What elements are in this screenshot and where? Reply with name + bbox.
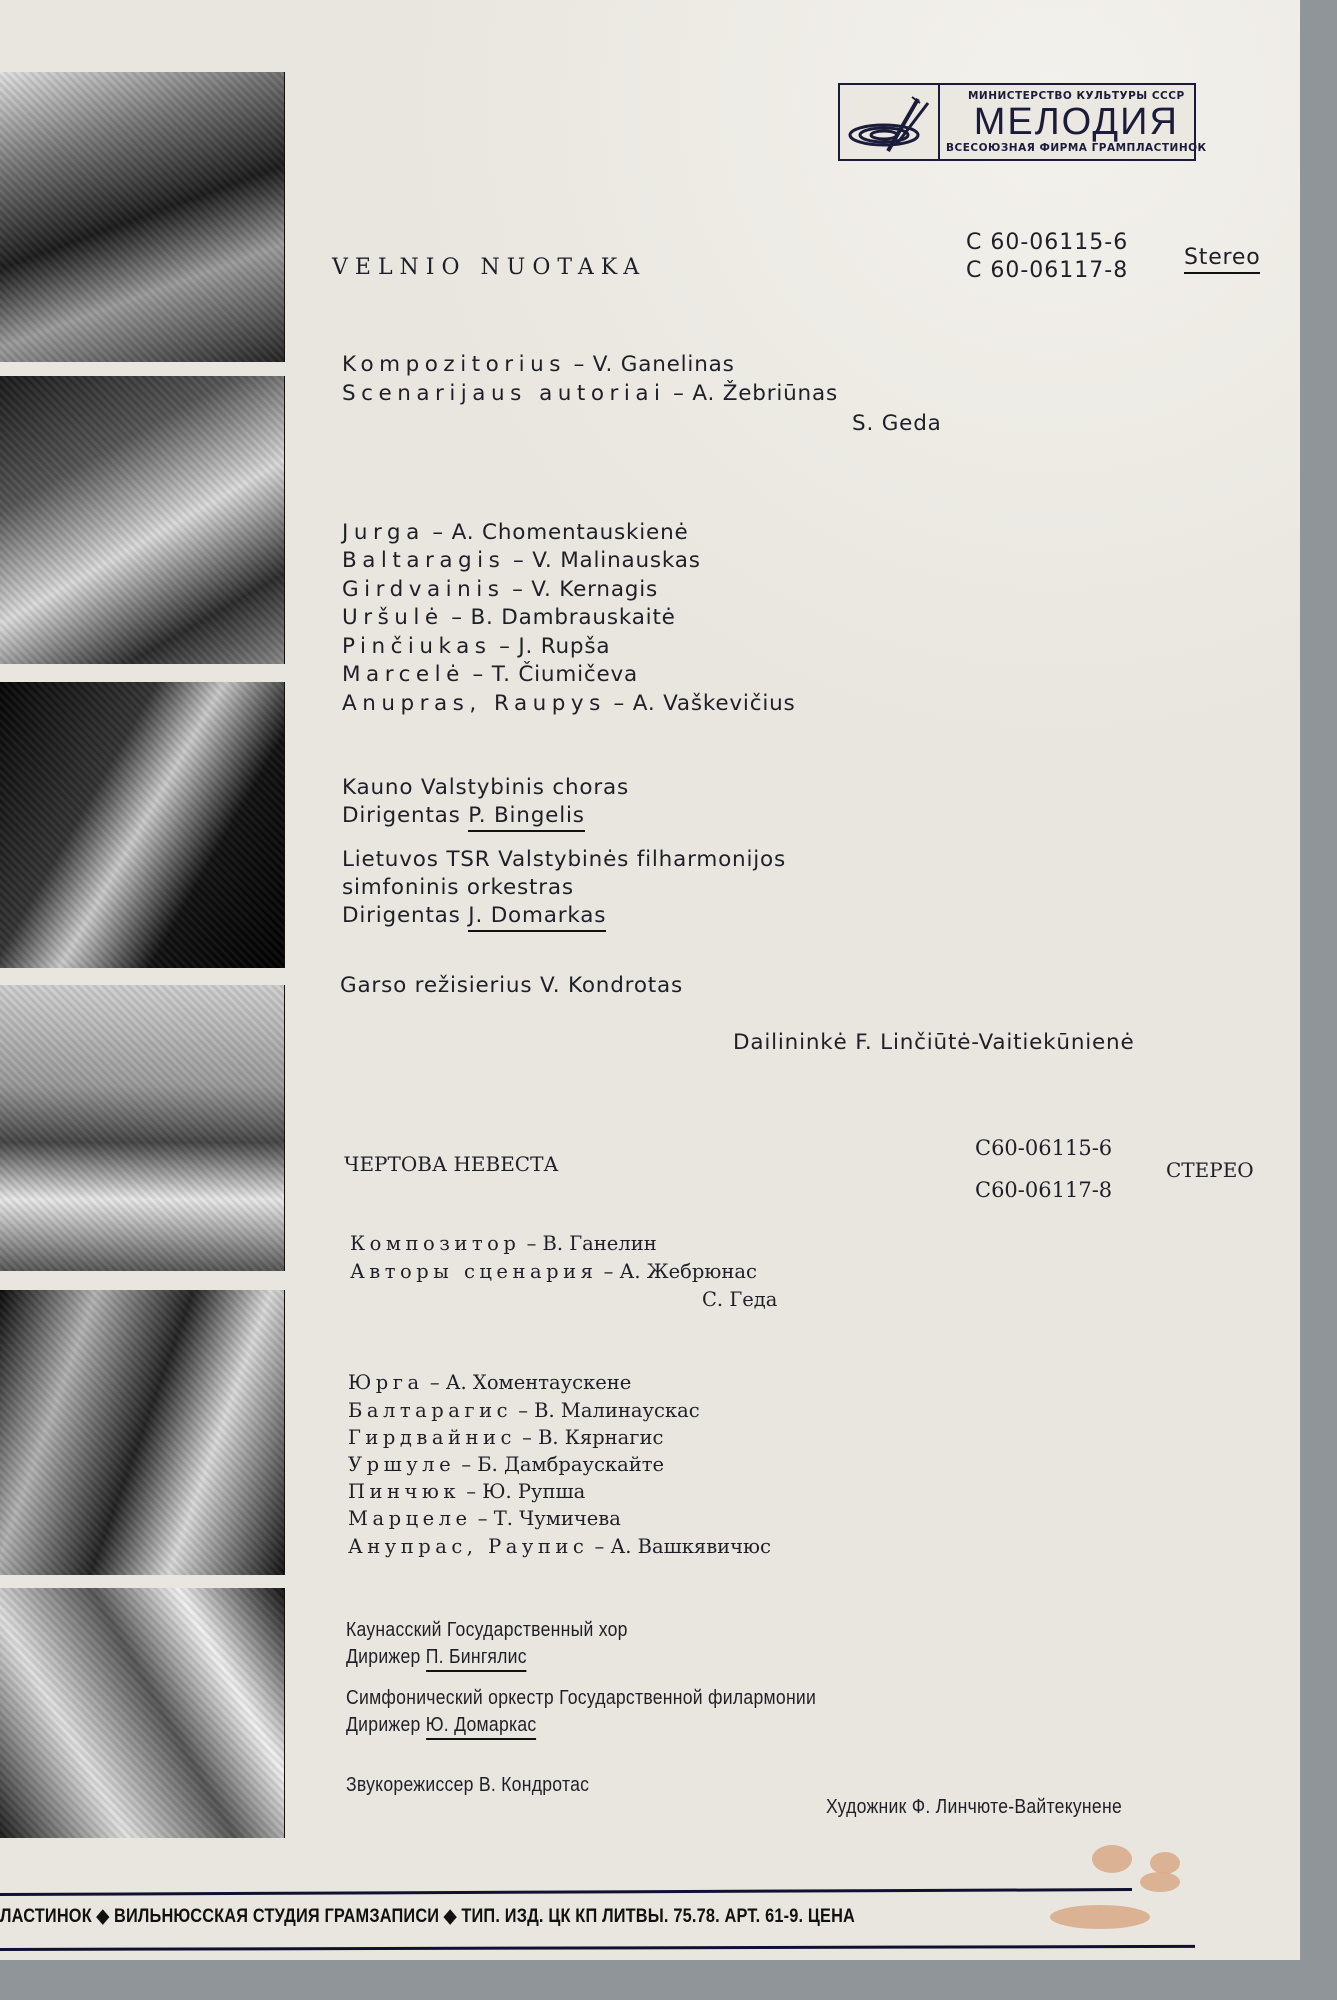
ru-cast-item: Юрга – А. Хоментаускене [348, 1371, 632, 1394]
lt-cast-item: Uršulė – B. Dambrauskaitė [342, 605, 676, 630]
ru-artist-credit: Художник Ф. Линчюте-Вайтекунене [826, 1796, 1123, 1818]
lt-orchestra-conductor-line: Dirigentas J. Domarkas [342, 903, 606, 928]
lt-artist-credit: Dailininkė F. Linčiūtė-Vaitiekūnienė [733, 1030, 1135, 1055]
ru-orchestra-line: Симфонический оркестр Государственной филармонии [346, 1687, 817, 1709]
ru-orchestra-conductor: Ю. Домаркас [426, 1714, 537, 1740]
ru-cast-item: Анупрас, Раупис – А. Вашкявичюс [348, 1535, 771, 1558]
lt-choir-conductor-line: Dirigentas P. Bingelis [342, 803, 585, 828]
ru-orchestra-conductor-line: Дирижер Ю. Домаркас [346, 1714, 536, 1737]
ru-catalog-number-1: С60-06115-6 [975, 1136, 1113, 1160]
lt-choir-name: Kauno Valstybinis choras [342, 775, 629, 800]
footer-top-rule [0, 1888, 1132, 1896]
ru-cast-item: Марцеле – Т. Чумичева [348, 1507, 621, 1530]
lt-orchestra-conductor: J. Domarkas [468, 903, 606, 932]
lt-orchestra-line-2: simfoninis orkestras [342, 875, 574, 900]
lt-screenwriters-line: Scenarijaus autoriai – A. Žebriūnas [342, 381, 838, 406]
paper-stain [1092, 1845, 1132, 1873]
ru-sound-director: Звукорежиссер В. Кондротас [346, 1774, 590, 1796]
lt-cast-item: Anupras, Raupys – A. Vaškevičius [342, 691, 796, 716]
logo-company-line: ВСЕСОЮЗНАЯ ФИРМА ГРАМПЛАСТИНОК [946, 142, 1207, 154]
logo-brand-name: МЕЛОДИЯ [973, 101, 1179, 143]
ru-composer-line: Композитор – В. Ганелин [350, 1232, 657, 1255]
lt-cast-item: Girdvainis – V. Kernagis [342, 577, 659, 602]
film-still-photo-1 [0, 72, 285, 362]
ru-cast-item: Уршуле – Б. Дамбраускайте [348, 1453, 665, 1476]
footer-imprint: ЛАСТИНОК ◆ ВИЛЬНЮССКАЯ СТУДИЯ ГРАМЗАПИСИ ◆ ТИП. ИЗД. ЦК КП ЛИТВЫ. 75.78. АРТ. 61-9. ЦЕНА [0, 1906, 856, 1927]
lt-cast-item: Baltaragis – V. Malinauskas [342, 548, 701, 573]
lt-composer-line: Kompozitorius – V. Ganelinas [342, 352, 735, 377]
ru-stereo-label: СТЕРЕО [1166, 1158, 1254, 1182]
logo-ministry-line: МИНИСТЕРСТВО КУЛЬТУРЫ СССР [967, 90, 1185, 102]
paper-stain [1140, 1872, 1180, 1892]
film-still-photo-4 [0, 985, 285, 1271]
lt-stereo-label: Stereo [1184, 245, 1260, 274]
sleeve-edge-right [1300, 0, 1337, 2000]
ru-choir-conductor: П. Бингялис [426, 1646, 527, 1672]
ru-choir-name: Каунасский Государственный хор [346, 1619, 628, 1641]
lt-choir-conductor: P. Bingelis [468, 803, 584, 832]
lt-orchestra-line-1: Lietuvos TSR Valstybinės filharmonijos [342, 847, 786, 872]
lt-catalog-number-1: C 60-06115-6 [966, 230, 1129, 255]
ru-cast-item: Балтарагис – В. Малинаускас [348, 1399, 700, 1422]
lt-sound-director: Garso režisierius V. Kondrotas [340, 973, 683, 998]
ru-album-title: ЧЕРТОВА НЕВЕСТА [344, 1152, 559, 1176]
lt-cast-item: Marcelė – T. Čiumičeva [342, 662, 639, 687]
film-still-photo-2 [0, 376, 285, 664]
lt-catalog-number-2: C 60-06117-8 [966, 258, 1129, 283]
paper-stain [1150, 1852, 1180, 1874]
lt-screenwriter-2: S. Geda [852, 411, 942, 436]
sleeve-edge-bottom [0, 1960, 1337, 2000]
ru-screenwriters-line: Авторы сценария – А. Жебрюнас [350, 1260, 757, 1283]
paper-stain [1050, 1905, 1150, 1929]
ru-catalog-number-2: С60-06117-8 [975, 1178, 1113, 1202]
film-still-photo-5 [0, 1290, 285, 1575]
lt-cast-item: Jurga – A. Chomentauskienė [342, 520, 689, 545]
ru-choir-conductor-line: Дирижер П. Бингялис [346, 1646, 527, 1669]
melodiya-logo [838, 83, 1207, 161]
film-still-photo-3 [0, 682, 285, 968]
lt-album-title: VELNIO NUOTAKA [332, 255, 647, 280]
lt-cast-item: Pinčiukas – J. Rupša [342, 634, 611, 659]
ru-cast-item: Пинчюк – Ю. Рупша [348, 1480, 586, 1503]
ru-screenwriter-2: С. Геда [702, 1288, 778, 1311]
ru-cast-item: Гирдвайнис – В. Кярнагис [348, 1426, 664, 1449]
footer-bottom-rule [0, 1945, 1195, 1951]
record-disc-tonearm-icon [840, 85, 940, 159]
film-still-photo-6 [0, 1588, 285, 1838]
